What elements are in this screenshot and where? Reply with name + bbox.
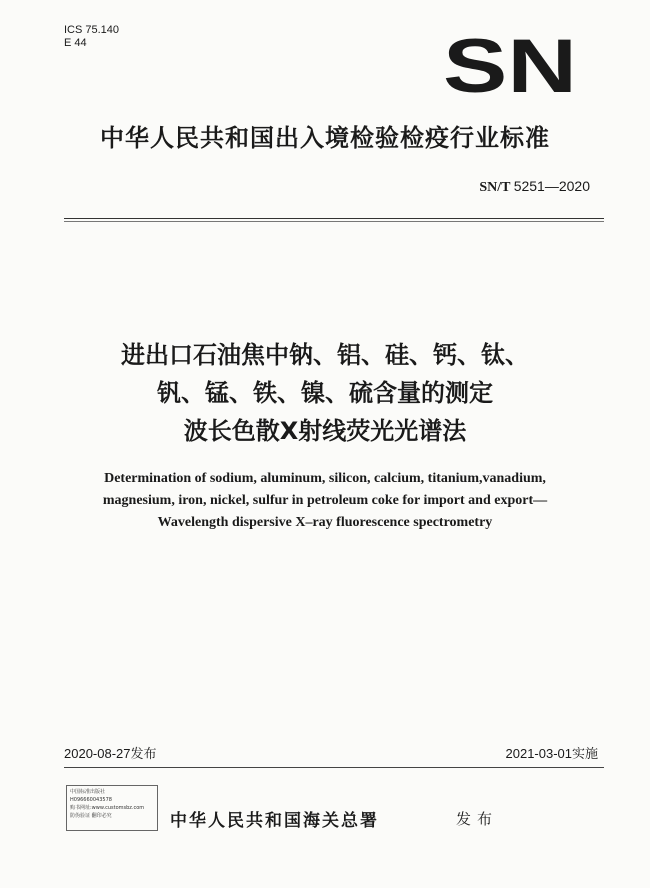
standard-prefix: SN/T <box>479 180 511 195</box>
standard-code: 5251—2020 <box>513 178 590 194</box>
sn-logo <box>442 35 578 95</box>
ics-code: ICS 75.140 <box>64 24 120 36</box>
title-cn-line3: 波长色散X射线荧光光谱法 <box>183 417 467 445</box>
standard-number <box>479 178 590 196</box>
issue-word: 发布 <box>456 810 499 828</box>
stamp-line3: 购书网址:www.customsbz.com <box>70 805 145 811</box>
footer-rule <box>64 767 604 768</box>
stamp-line1: 中国标准出版社 <box>70 789 106 795</box>
sn-logo-text: SN <box>443 35 577 95</box>
title-cn-line1: 进出口石油焦中钠、铝、硅、钙、钛、 <box>121 341 529 369</box>
title-en-line1: Determination of sodium, aluminum, silicon, calcium, titanium,vanadium, <box>104 471 546 486</box>
ccs-code: E 44 <box>64 37 87 49</box>
header-rule <box>64 218 604 219</box>
title-en-line2: magnesium, iron, nickel, sulfur in petroleum coke for import and export— <box>102 493 548 508</box>
issuer-name: 中华人民共和国海关总署 <box>170 811 379 831</box>
organization-title: 中华人民共和国出入境检验检疫行业标准 <box>100 124 550 152</box>
ics-code-block <box>64 24 119 50</box>
title-cn-line2: 钒、锰、铁、镍、硫含量的测定 <box>157 379 493 407</box>
stamp-box <box>66 785 158 831</box>
header-rule-thin <box>64 221 604 222</box>
anti-counterfeit-stamp <box>66 785 158 833</box>
stamp-line4: 防伪验证 翻印必究 <box>70 813 112 819</box>
publish-date: 2020-08-27发布 <box>64 746 157 761</box>
stamp-line2: H096660043578 <box>70 797 112 803</box>
implement-date: 2021-03-01实施 <box>505 746 598 761</box>
title-en-line3: Wavelength dispersive X–ray fluorescence spectrometry <box>157 515 493 530</box>
